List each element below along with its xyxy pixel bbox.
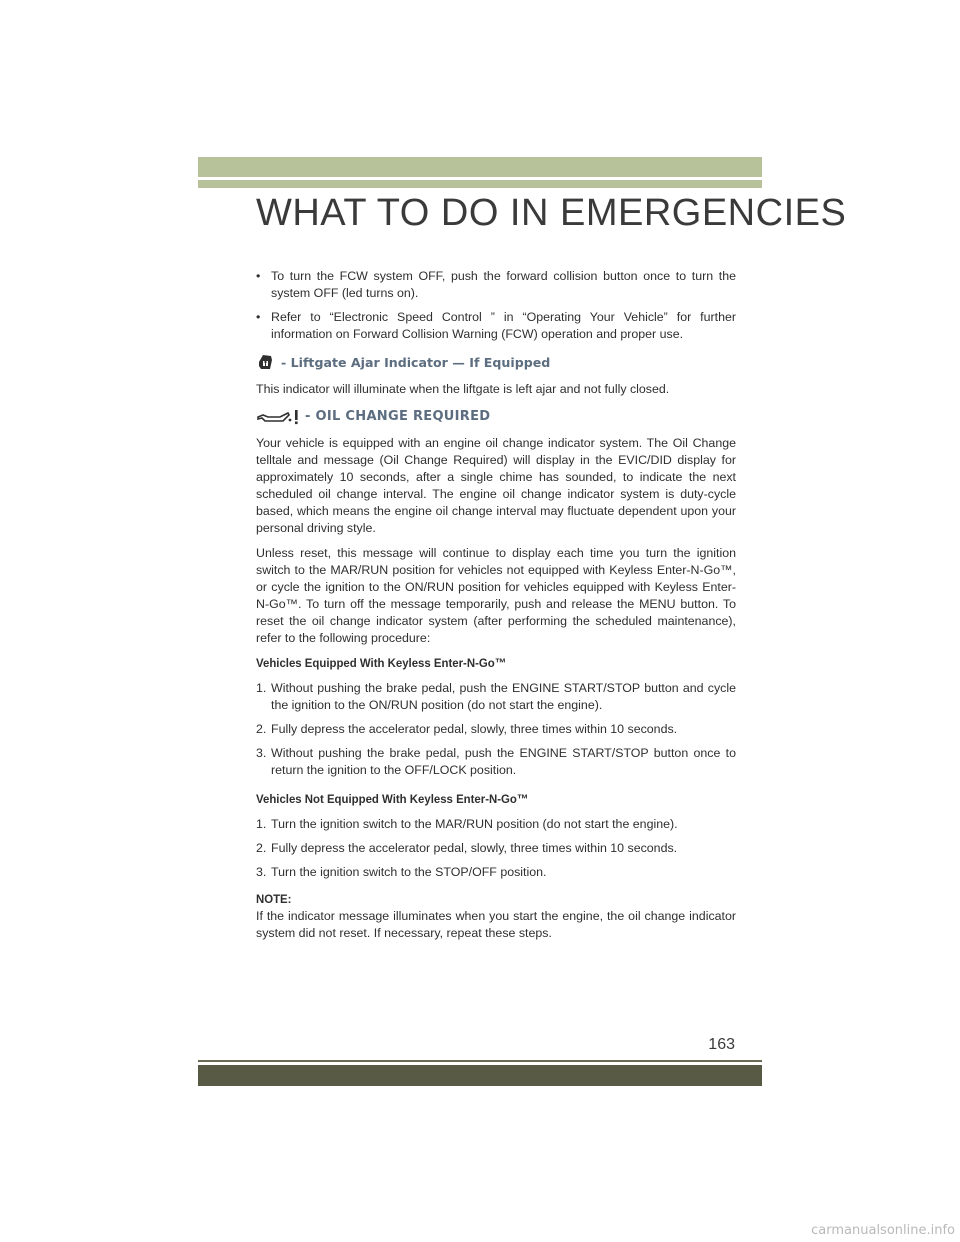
- footer-rule: [198, 1060, 762, 1062]
- header-band: [198, 157, 762, 177]
- oil-paragraph: Your vehicle is equipped with an engine oil change indicator system. The Oil Change telltale and message (Oil Change Required) will display in the EVIC/DID display for approximately 10 seconds, after a single chime has sounded, to indicate the next scheduled oil change interval. The engine oil change indicator system is duty-cycle based, which means the engine oil change interval may fluctuate dependent upon your personal driving style.: [256, 436, 736, 535]
- step-number: 3.: [256, 746, 267, 760]
- bullet-text: To turn the FCW system OFF, push the forward collision button once to turn the system OFF (led turns on).: [271, 269, 736, 300]
- step-text: Fully depress the accelerator pedal, slowly, three times within 10 seconds.: [271, 722, 678, 736]
- bullet-marker: •: [256, 310, 261, 324]
- step-number: 1.: [256, 681, 267, 695]
- bullet-marker: •: [256, 269, 261, 283]
- liftgate-heading-text: - Liftgate Ajar Indicator — If Equipped: [281, 354, 551, 370]
- oil-change-heading-text: - OIL CHANGE REQUIRED: [305, 409, 491, 424]
- step-item: [256, 721, 736, 738]
- footer-band: [198, 1065, 762, 1086]
- bullet-item: [256, 268, 736, 302]
- step-item: [256, 864, 736, 881]
- step-text: Without pushing the brake pedal, push the ENGINE START/STOP button and cycle the ignition to the ON/RUN position (do not start the engine).: [271, 681, 736, 712]
- non-keyless-heading: Vehicles Not Equipped With Keyless Enter-N-Go™: [256, 792, 529, 806]
- step-item: [256, 816, 736, 833]
- header-band-thin: [198, 180, 762, 188]
- note-label: NOTE:: [256, 892, 292, 906]
- step-text: Fully depress the accelerator pedal, slowly, three times within 10 seconds.: [271, 841, 678, 855]
- keyless-heading: Vehicles Equipped With Keyless Enter-N-Go™: [256, 656, 507, 670]
- oil-change-heading: [256, 408, 736, 425]
- oil-change-icon: [256, 409, 300, 425]
- liftgate-ajar-icon: [256, 353, 276, 371]
- step-number: 3.: [256, 865, 267, 879]
- step-number: 2.: [256, 722, 267, 736]
- step-item: [256, 745, 736, 779]
- bullet-item: [256, 309, 736, 343]
- step-item: [256, 840, 736, 857]
- watermark-link[interactable]: carmanualsonline.info: [811, 1223, 955, 1238]
- step-number: 2.: [256, 841, 267, 855]
- liftgate-body: This indicator will illuminate when the liftgate is left ajar and not fully closed.: [256, 382, 670, 396]
- bullet-text: Refer to “Electronic Speed Control ” in “Operating Your Vehicle” for further information on Forward Collision Warning (FCW) operation and proper use.: [271, 310, 736, 341]
- step-text: Turn the ignition switch to the STOP/OFF position.: [271, 865, 547, 879]
- page-number: 163: [708, 1036, 735, 1053]
- step-item: [256, 680, 736, 714]
- step-number: 1.: [256, 817, 267, 831]
- liftgate-heading: [256, 353, 736, 371]
- page-content: [256, 268, 736, 950]
- note-text: If the indicator message illuminates when you start the engine, the oil change indicator system did not reset. If necessary, repeat these steps.: [256, 909, 736, 940]
- step-text: Without pushing the brake pedal, push the ENGINE START/STOP button once to return the ignition to the OFF/LOCK position.: [271, 746, 736, 777]
- step-text: Turn the ignition switch to the MAR/RUN position (do not start the engine).: [271, 817, 678, 831]
- section-title: WHAT TO DO IN EMERGENCIES: [256, 192, 847, 234]
- oil-paragraph: Unless reset, this message will continue to display each time you turn the ignition switch to the MAR/RUN position for vehicles not equipped with Keyless Enter-N-Go™, or cycle the ignition to the ON/RUN position for vehicles equipped with Keyless Enter-N-Go™. To turn off the message temporarily, push and release the MENU button. To reset the oil change indicator system (after performing the scheduled maintenance), refer to the following procedure:: [256, 546, 736, 645]
